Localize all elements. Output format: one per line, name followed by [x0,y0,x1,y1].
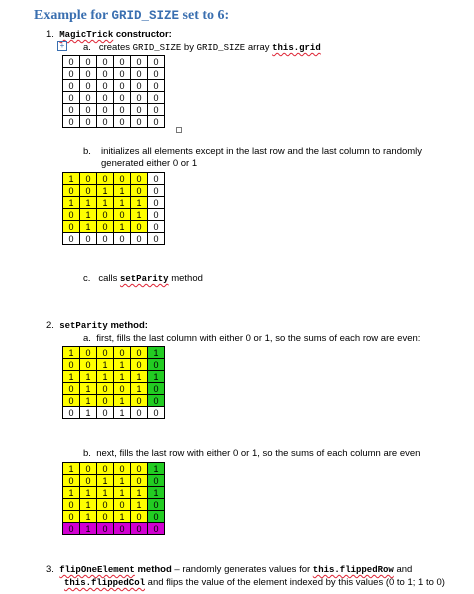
grid-cell: 1 [114,359,131,371]
grid-cell: 0 [80,80,97,92]
grid-cell: 0 [63,221,80,233]
item2-a: a. first, fills the last column with either 0 or 1, so the sums of each row are even: [83,333,421,344]
grid-cell: 1 [148,347,165,359]
grid-cell: 0 [63,209,80,221]
grid-cell: 0 [114,463,131,475]
grid-cell: 0 [97,523,114,535]
grid-parity-column [62,346,165,419]
grid-cell: 0 [63,80,80,92]
grid-cell: 1 [80,523,97,535]
grid-cell: 0 [148,185,165,197]
grid-cell: 0 [148,383,165,395]
grid-cell: 1 [114,371,131,383]
grid-row [63,475,165,487]
grid-cell: 0 [131,80,148,92]
grid-cell: 1 [63,487,80,499]
grid-cell: 1 [80,395,97,407]
grid-cell: 0 [148,68,165,80]
grid-cell: 0 [97,80,114,92]
grid-cell: 0 [114,523,131,535]
grid-cell: 1 [80,197,97,209]
grid-cell: 0 [131,347,148,359]
grid-cell: 0 [63,92,80,104]
grid-cell: 0 [80,68,97,80]
grid-cell: 0 [131,185,148,197]
grid-cell: 1 [97,487,114,499]
grid-cell: 0 [131,511,148,523]
grid-cell: 0 [114,80,131,92]
grid-cell: 1 [63,371,80,383]
grid-row [63,523,165,535]
grid-cell: 0 [63,523,80,535]
grid-cell: 0 [63,511,80,523]
grid-cell: 0 [131,92,148,104]
grid-cell: 0 [97,347,114,359]
grid-row [63,487,165,499]
grid-row [63,68,165,80]
grid-cell: 0 [148,173,165,185]
grid-cell: 0 [148,104,165,116]
grid-cell: 1 [131,499,148,511]
grid-cell: 1 [63,173,80,185]
grid-cell: 0 [148,511,165,523]
grid-cell: 0 [63,185,80,197]
grid-cell: 1 [131,487,148,499]
grid-cell: 0 [63,395,80,407]
grid-cell: 0 [114,104,131,116]
grid-cell: 0 [148,80,165,92]
grid-cell: 0 [97,56,114,68]
grid-cell: 0 [97,511,114,523]
grid-row [63,499,165,511]
grid-cell: 1 [148,371,165,383]
grid-cell: 0 [97,383,114,395]
item3-line2: this.flippedCol and flips the value of the element indexed by this values (0 to 1; 1 to 0) [64,577,445,588]
grid-row [63,463,165,475]
grid-cell: 1 [97,197,114,209]
grid-cell: 0 [148,523,165,535]
grid-cell: 0 [97,116,114,128]
grid-cell: 0 [97,173,114,185]
grid-cell: 0 [114,347,131,359]
grid-cell: 0 [148,475,165,487]
item1-b-label: b. [83,146,91,157]
grid-cell: 1 [80,371,97,383]
grid-cell: 0 [80,56,97,68]
grid-cell: 1 [114,475,131,487]
grid-cell: 0 [80,233,97,245]
grid-cell: 1 [131,383,148,395]
grid-cell: 0 [114,209,131,221]
grid-cell: 0 [131,173,148,185]
grid-cell: 1 [80,221,97,233]
grid-cell: 0 [131,359,148,371]
grid-cell: 0 [63,383,80,395]
grid-cell: 1 [114,221,131,233]
grid-row [63,173,165,185]
grid-cell: 0 [97,463,114,475]
grid-cell: 0 [97,499,114,511]
grid-cell: 1 [114,395,131,407]
grid-cell: 0 [80,463,97,475]
grid-cell: 0 [131,56,148,68]
grid-cell: 1 [148,487,165,499]
grid-cell: 0 [131,523,148,535]
grid-row [63,359,165,371]
grid-cell: 0 [131,233,148,245]
grid-cell: 0 [131,104,148,116]
grid-cell: 1 [131,371,148,383]
item1-b-text: initializes all elements except in the last row and the last column to randomly generated either 0 or 1 [101,146,423,169]
grid-cell: 0 [114,233,131,245]
grid-cell: 0 [80,359,97,371]
grid-cell: 1 [80,383,97,395]
grid-cell: 0 [148,499,165,511]
grid-cell: 0 [131,407,148,419]
grid-cell: 1 [148,463,165,475]
grid-cell: 1 [97,359,114,371]
grid-row [63,56,165,68]
grid-cell: 0 [63,407,80,419]
grid-cell: 0 [97,68,114,80]
item1-c: c. calls setParity method [83,273,203,284]
item1-a: a. creates GRID_SIZE by GRID_SIZE array this.grid [83,42,321,53]
grid-cell: 0 [114,68,131,80]
grid-cell: 0 [97,395,114,407]
grid-cell: 0 [148,209,165,221]
grid-cell: 1 [80,487,97,499]
grid-cell: 0 [97,209,114,221]
grid-cell: 0 [114,383,131,395]
grid-cell: 1 [80,499,97,511]
grid-cell: 0 [131,395,148,407]
grid-cell: 0 [114,499,131,511]
grid-cell: 1 [63,463,80,475]
grid-row [63,92,165,104]
grid-row [63,197,165,209]
grid-cell: 0 [80,116,97,128]
page-title: Example for GRID_SIZE set to 6: [34,8,230,23]
resize-handle-icon[interactable] [176,127,182,133]
grid-cell: 0 [63,104,80,116]
grid-cell: 1 [97,371,114,383]
grid-cell: 0 [131,68,148,80]
grid-row [63,511,165,523]
grid-cell: 1 [114,185,131,197]
grid-cell: 0 [148,56,165,68]
grid-cell: 0 [131,221,148,233]
grid-cell: 1 [97,475,114,487]
grid-cell: 0 [148,197,165,209]
grid-cell: 0 [80,347,97,359]
grid-cell: 0 [80,475,97,487]
grid-row [63,185,165,197]
grid-parity-row [62,462,165,535]
grid-row [63,383,165,395]
grid-cell: 1 [80,407,97,419]
grid-cell: 0 [80,173,97,185]
grid-row [63,233,165,245]
item2-heading: 2. setParity method: [46,320,148,331]
grid-cell: 0 [148,116,165,128]
grid-cell: 0 [63,68,80,80]
grid-cell: 0 [63,56,80,68]
grid-cell: 1 [114,407,131,419]
grid-row [63,221,165,233]
item3-line1: 3. flipOneElement method – randomly generates values for this.flippedRow and [46,564,413,575]
grid-cell: 0 [148,233,165,245]
grid-cell: 1 [114,511,131,523]
grid-initial [62,55,165,128]
grid-cell: 0 [148,395,165,407]
grid-cell: 0 [148,92,165,104]
grid-cell: 0 [114,56,131,68]
grid-cell: 0 [63,475,80,487]
grid-cell: 0 [97,104,114,116]
grid-cell: 0 [97,221,114,233]
grid-row [63,371,165,383]
item2-b: b. next, fills the last row with either 0 or 1, so the sums of each column are even [83,448,421,459]
grid-row [63,209,165,221]
grid-cell: 0 [80,185,97,197]
grid-cell: 1 [80,209,97,221]
grid-row [63,347,165,359]
grid-cell: 0 [80,104,97,116]
grid-cell: 0 [97,233,114,245]
grid-cell: 0 [131,475,148,487]
grid-cell: 1 [97,185,114,197]
grid-cell: 1 [63,197,80,209]
grid-cell: 1 [80,511,97,523]
grid-cell: 0 [148,359,165,371]
grid-row [63,395,165,407]
grid-cell: 0 [63,116,80,128]
grid-random [62,172,165,245]
grid-cell: 0 [114,92,131,104]
item1-heading: 1. MagicTrick constructor: [46,29,172,40]
grid-cell: 0 [97,92,114,104]
grid-row [63,407,165,419]
grid-row [63,116,165,128]
grid-cell: 1 [114,197,131,209]
grid-cell: 0 [114,116,131,128]
grid-row [63,104,165,116]
grid-cell: 1 [131,197,148,209]
grid-cell: 0 [80,92,97,104]
grid-row [63,80,165,92]
grid-cell: 0 [97,407,114,419]
grid-cell: 0 [131,463,148,475]
grid-cell: 0 [148,221,165,233]
grid-cell: 0 [131,116,148,128]
grid-cell: 0 [114,173,131,185]
grid-cell: 0 [148,407,165,419]
grid-cell: 0 [63,359,80,371]
grid-cell: 0 [63,233,80,245]
grid-cell: 1 [63,347,80,359]
grid-cell: 0 [63,499,80,511]
move-handle-icon[interactable]: + [57,41,67,51]
grid-cell: 1 [114,487,131,499]
grid-cell: 1 [131,209,148,221]
